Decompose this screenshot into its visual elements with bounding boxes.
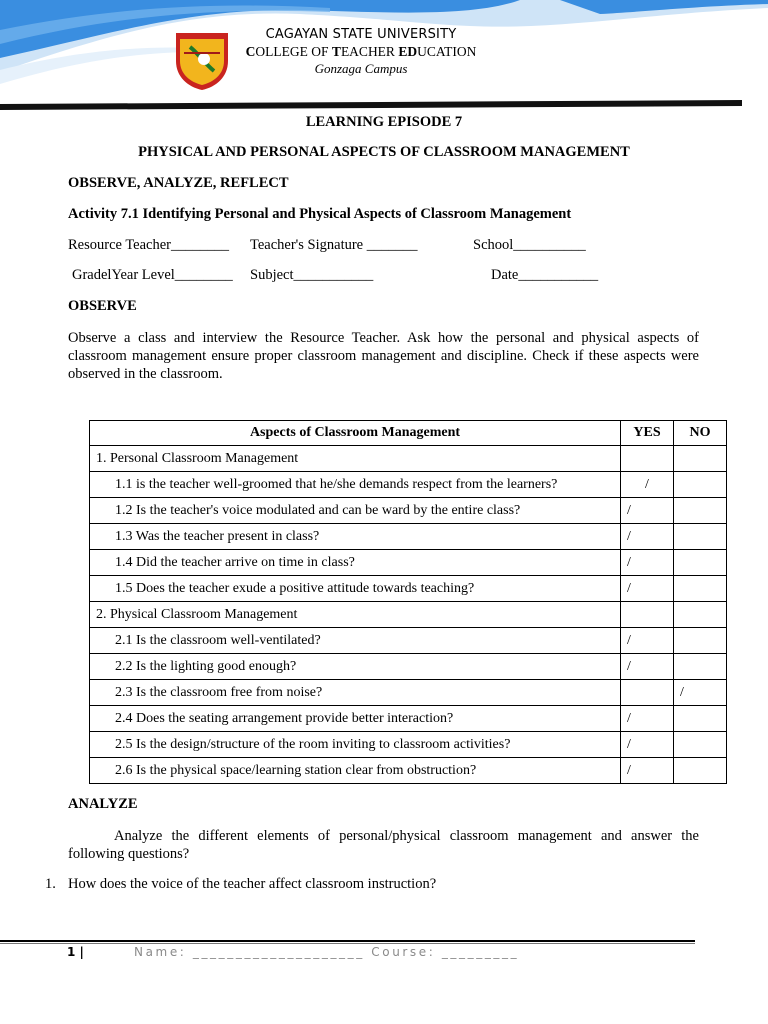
aspect-cell: 2.1 Is the classroom well-ventilated? [90,628,621,654]
yes-cell [621,446,674,472]
aspect-cell: 1.2 Is the teacher's voice modulated and can be ward by the entire class? [90,498,621,524]
observe-heading: OBSERVE [68,298,137,314]
aspects-table [89,420,727,784]
episode-title: LEARNING EPISODE 7 [305,114,463,130]
yes-cell: / [621,524,674,550]
aspect-cell: 2.6 Is the physical space/learning station clear from obstruction? [90,758,621,784]
header-aspects: Aspects of Classroom Management [90,421,621,446]
yes-cell: / [621,628,674,654]
header-no: NO [674,421,727,446]
table-row [90,654,727,680]
section-cell: 1. Personal Classroom Management [90,446,621,472]
college-name-part: EACHER [340,44,399,59]
no-cell [674,498,727,524]
section-cell: 2. Physical Classroom Management [90,602,621,628]
table-row [90,524,727,550]
aspect-cell: 1.4 Did the teacher arrive on time in class? [90,550,621,576]
yes-cell: / [621,654,674,680]
yes-cell: / [621,498,674,524]
table-row [90,576,727,602]
resource-teacher-field: Resource Teacher________ [68,237,229,253]
aspect-cell: 1.1 is the teacher well-groomed that he/she demands respect from the learners? [90,472,621,498]
no-cell [674,654,727,680]
no-cell [674,550,727,576]
college-name [200,44,522,60]
teacher-signature-field: Teacher's Signature _______ [250,237,418,253]
school-field: School__________ [473,237,586,253]
table-row [90,446,727,472]
analyze-heading: ANALYZE [68,796,138,812]
yes-cell: / [621,550,674,576]
table-row [90,732,727,758]
aspect-cell: 1.5 Does the teacher exude a positive attitude towards teaching? [90,576,621,602]
college-name-part: OLLEGE OF [255,44,332,59]
table-header-row [90,421,727,446]
table-row [90,706,727,732]
analyze-instructions: Analyze the different elements of personal/physical classroom management and answer the following questions? [68,828,699,862]
yes-cell: / [621,758,674,784]
footer-rule [0,940,695,942]
table-row [90,550,727,576]
question-text: How does the voice of the teacher affect classroom instruction? [68,876,437,892]
aspect-cell: 2.4 Does the seating arrangement provide better interaction? [90,706,621,732]
question-number: 1. [45,876,56,892]
no-cell: / [674,680,727,706]
university-name: CAGAYAN STATE UNIVERSITY [265,27,457,42]
grade-year-level-field: GradelYear Level________ [72,267,233,283]
no-cell [674,524,727,550]
aspect-cell: 1.3 Was the teacher present in class? [90,524,621,550]
no-cell [674,706,727,732]
yes-cell [621,602,674,628]
yes-cell [621,680,674,706]
no-cell [674,446,727,472]
college-name-part: C [245,44,256,59]
episode-subtitle: PHYSICAL AND PERSONAL ASPECTS OF CLASSROOM MANAGEMENT [138,144,630,160]
question-list-item [45,876,437,893]
observe-instructions: Observe a class and interview the Resource Teacher. Ask how the personal and physical aspects of classroom management ensure proper classroom management and discipline. Check if these aspects were observed in the classroom. [68,330,699,382]
yes-cell: / [621,732,674,758]
page-number: 1 | [67,945,84,959]
footer-name-course: Name: ____________________ Course: _________ [134,945,520,959]
subject-field: Subject___________ [250,267,374,283]
activity-title: Activity 7.1 Identifying Personal and Physical Aspects of Classroom Management [68,206,572,222]
table-row [90,602,727,628]
header-yes: YES [621,421,674,446]
no-cell [674,732,727,758]
no-cell [674,472,727,498]
campus-name: Gonzaga Campus [314,61,408,76]
yes-cell: / [621,706,674,732]
college-name-part: T [331,44,341,59]
no-cell [674,628,727,654]
yes-cell: / [621,576,674,602]
aspect-cell: 2.2 Is the lighting good enough? [90,654,621,680]
table-row [90,680,727,706]
observe-analyze-reflect-heading: OBSERVE, ANALYZE, REFLECT [68,175,289,191]
table-row [90,758,727,784]
college-name-part: ED [398,44,418,59]
yes-cell: / [621,472,674,498]
aspect-cell: 2.5 Is the design/structure of the room inviting to classroom activities? [90,732,621,758]
table-row [90,472,727,498]
table-row [90,628,727,654]
no-cell [674,576,727,602]
aspect-cell: 2.3 Is the classroom free from noise? [90,680,621,706]
no-cell [674,758,727,784]
no-cell [674,602,727,628]
college-name-part: UCATION [417,44,477,59]
footer-rule-thin [0,943,695,944]
table-row [90,498,727,524]
date-field: Date___________ [491,267,599,283]
